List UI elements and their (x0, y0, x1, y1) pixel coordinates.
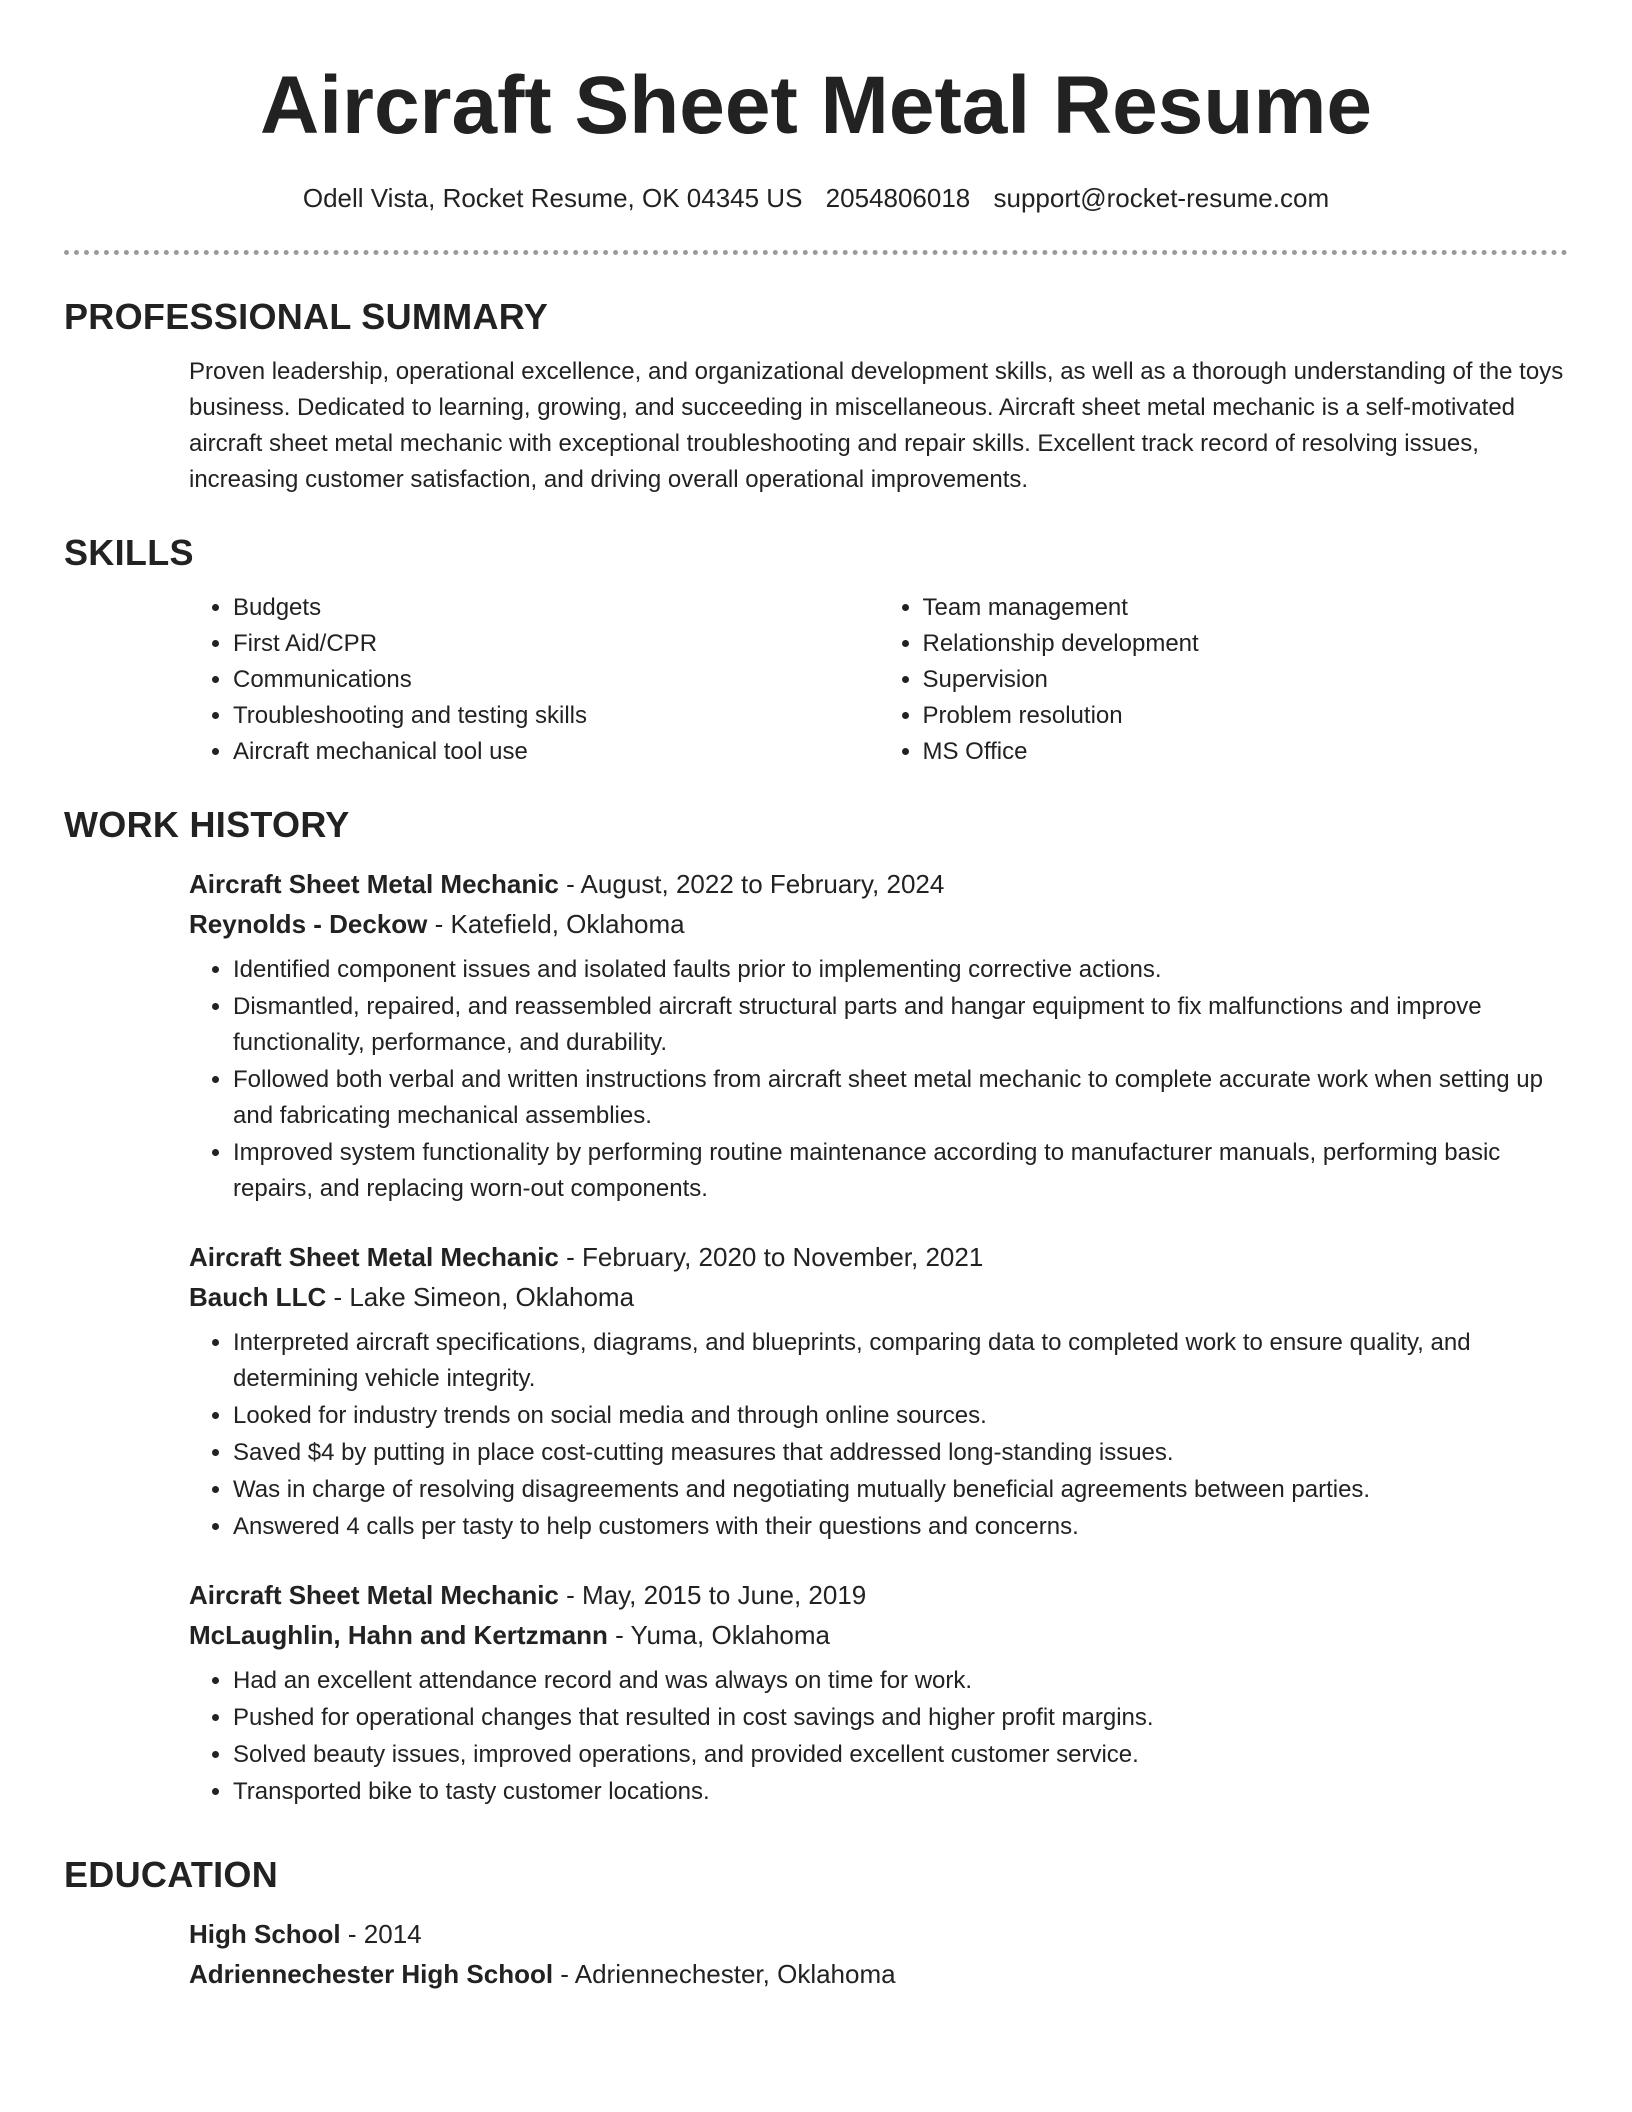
skill-item: • Team management (923, 590, 1569, 626)
skill-item: • Problem resolution (923, 698, 1569, 734)
job-bullets (189, 1663, 1568, 1810)
job-entry (189, 1237, 1568, 1545)
skill-item: • Relationship development (923, 626, 1569, 662)
job-title: Aircraft Sheet Metal Mechanic (189, 1242, 559, 1272)
education-section (64, 1850, 1568, 1994)
job-bullet: • Followed both verbal and written instructions from aircraft sheet metal mechanic to complete accurate work when setting up and fabricating mechanical assemblies. (233, 1062, 1568, 1134)
job-dates: - May, 2015 to June, 2019 (558, 1580, 867, 1610)
job-title-line (189, 1575, 1568, 1615)
header-divider (64, 250, 1568, 255)
job-company-line (189, 1615, 1568, 1655)
job-location: - Lake Simeon, Oklahoma (326, 1282, 635, 1312)
job-company-line (189, 904, 1568, 944)
job-bullet: • Transported bike to tasty customer locations. (233, 1774, 1568, 1810)
job-location: - Katefield, Oklahoma (427, 909, 685, 939)
job-bullet: • Solved beauty issues, improved operations, and provided excellent customer service. (233, 1737, 1568, 1773)
contact-email: support@rocket-resume.com (993, 183, 1330, 213)
summary-heading: PROFESSIONAL SUMMARY (64, 296, 549, 337)
skills-list-left (189, 590, 879, 770)
skill-item: • First Aid/CPR (233, 626, 879, 662)
education-entry (189, 1914, 1568, 1994)
job-title-line (189, 1237, 1568, 1277)
skill-item: • Troubleshooting and testing skills (233, 698, 879, 734)
resume-title: Aircraft Sheet Metal Resume (260, 60, 1372, 151)
education-heading: EDUCATION (64, 1854, 279, 1895)
skill-item: • Aircraft mechanical tool use (233, 734, 879, 770)
work-section (64, 800, 1568, 1811)
skill-item: • Budgets (233, 590, 879, 626)
job-entry (189, 1575, 1568, 1810)
education-year: - 2014 (340, 1919, 422, 1949)
contact-address: Odell Vista, Rocket Resume, OK 04345 US (302, 183, 803, 213)
job-dates: - February, 2020 to November, 2021 (558, 1242, 984, 1272)
education-degree-line (189, 1914, 1568, 1954)
summary-section (64, 292, 1568, 498)
job-entry (189, 864, 1568, 1207)
job-bullet: • Interpreted aircraft specifications, diagrams, and blueprints, comparing data to completed work to ensure quality, and determining vehicle integrity. (233, 1325, 1568, 1397)
job-bullet: • Identified component issues and isolated faults prior to implementing corrective actions. (233, 952, 1568, 988)
job-company: Bauch LLC (189, 1282, 327, 1312)
job-company: Reynolds - Deckow (189, 909, 428, 939)
education-degree: High School (189, 1919, 341, 1949)
skills-list-right (879, 590, 1569, 770)
job-bullet: • Looked for industry trends on social media and through online sources. (233, 1398, 1568, 1434)
job-bullet: • Pushed for operational changes that resulted in cost savings and higher profit margins. (233, 1700, 1568, 1736)
contact-line (0, 178, 1632, 218)
skill-item: • Communications (233, 662, 879, 698)
job-bullet: • Saved $4 by putting in place cost-cutting measures that addressed long-standing issues. (233, 1435, 1568, 1471)
job-title: Aircraft Sheet Metal Mechanic (189, 1580, 559, 1610)
job-company: McLaughlin, Hahn and Kertzmann (189, 1620, 608, 1650)
job-bullet: • Answered 4 calls per tasty to help customers with their questions and concerns. (233, 1509, 1568, 1545)
job-bullet: • Improved system functionality by performing routine maintenance according to manufacturer manuals, performing basic repairs, and replacing worn-out components. (233, 1135, 1568, 1207)
skill-item: • MS Office (923, 734, 1569, 770)
job-location: - Yuma, Oklahoma (607, 1620, 830, 1650)
skills-heading: SKILLS (64, 532, 194, 573)
education-school-line (189, 1954, 1568, 1994)
summary-text: Proven leadership, operational excellence, and organizational development skills, as well as a thorough understanding of the toys business. Dedicated to learning, growing, and succeeding in miscellaneous. Aircraft sheet metal mechanic is a self-motivated aircraft sheet metal mechanic with exceptional troubleshooting and repair skills. Excellent track record of resolving issues, increasing customer satisfaction, and driving overall operational improvements. (189, 358, 1564, 493)
skills-section (64, 528, 1568, 770)
job-dates: - August, 2022 to February, 2024 (558, 869, 945, 899)
job-bullet: • Dismantled, repaired, and reassembled aircraft structural parts and hangar equipment to fix malfunctions and improve functionality, performance, and durability. (233, 989, 1568, 1061)
job-bullet: • Was in charge of resolving disagreements and negotiating mutually beneficial agreements between parties. (233, 1472, 1568, 1508)
job-bullet: • Had an excellent attendance record and was always on time for work. (233, 1663, 1568, 1699)
education-school: Adriennechester High School (189, 1959, 554, 1989)
job-title: Aircraft Sheet Metal Mechanic (189, 869, 559, 899)
job-bullets (189, 952, 1568, 1207)
work-heading: WORK HISTORY (64, 804, 350, 845)
job-company-line (189, 1277, 1568, 1317)
education-location: - Adriennechester, Oklahoma (553, 1959, 896, 1989)
job-title-line (189, 864, 1568, 904)
skill-item: • Supervision (923, 662, 1569, 698)
job-bullets (189, 1325, 1568, 1545)
contact-phone: 2054806018 (825, 183, 971, 213)
